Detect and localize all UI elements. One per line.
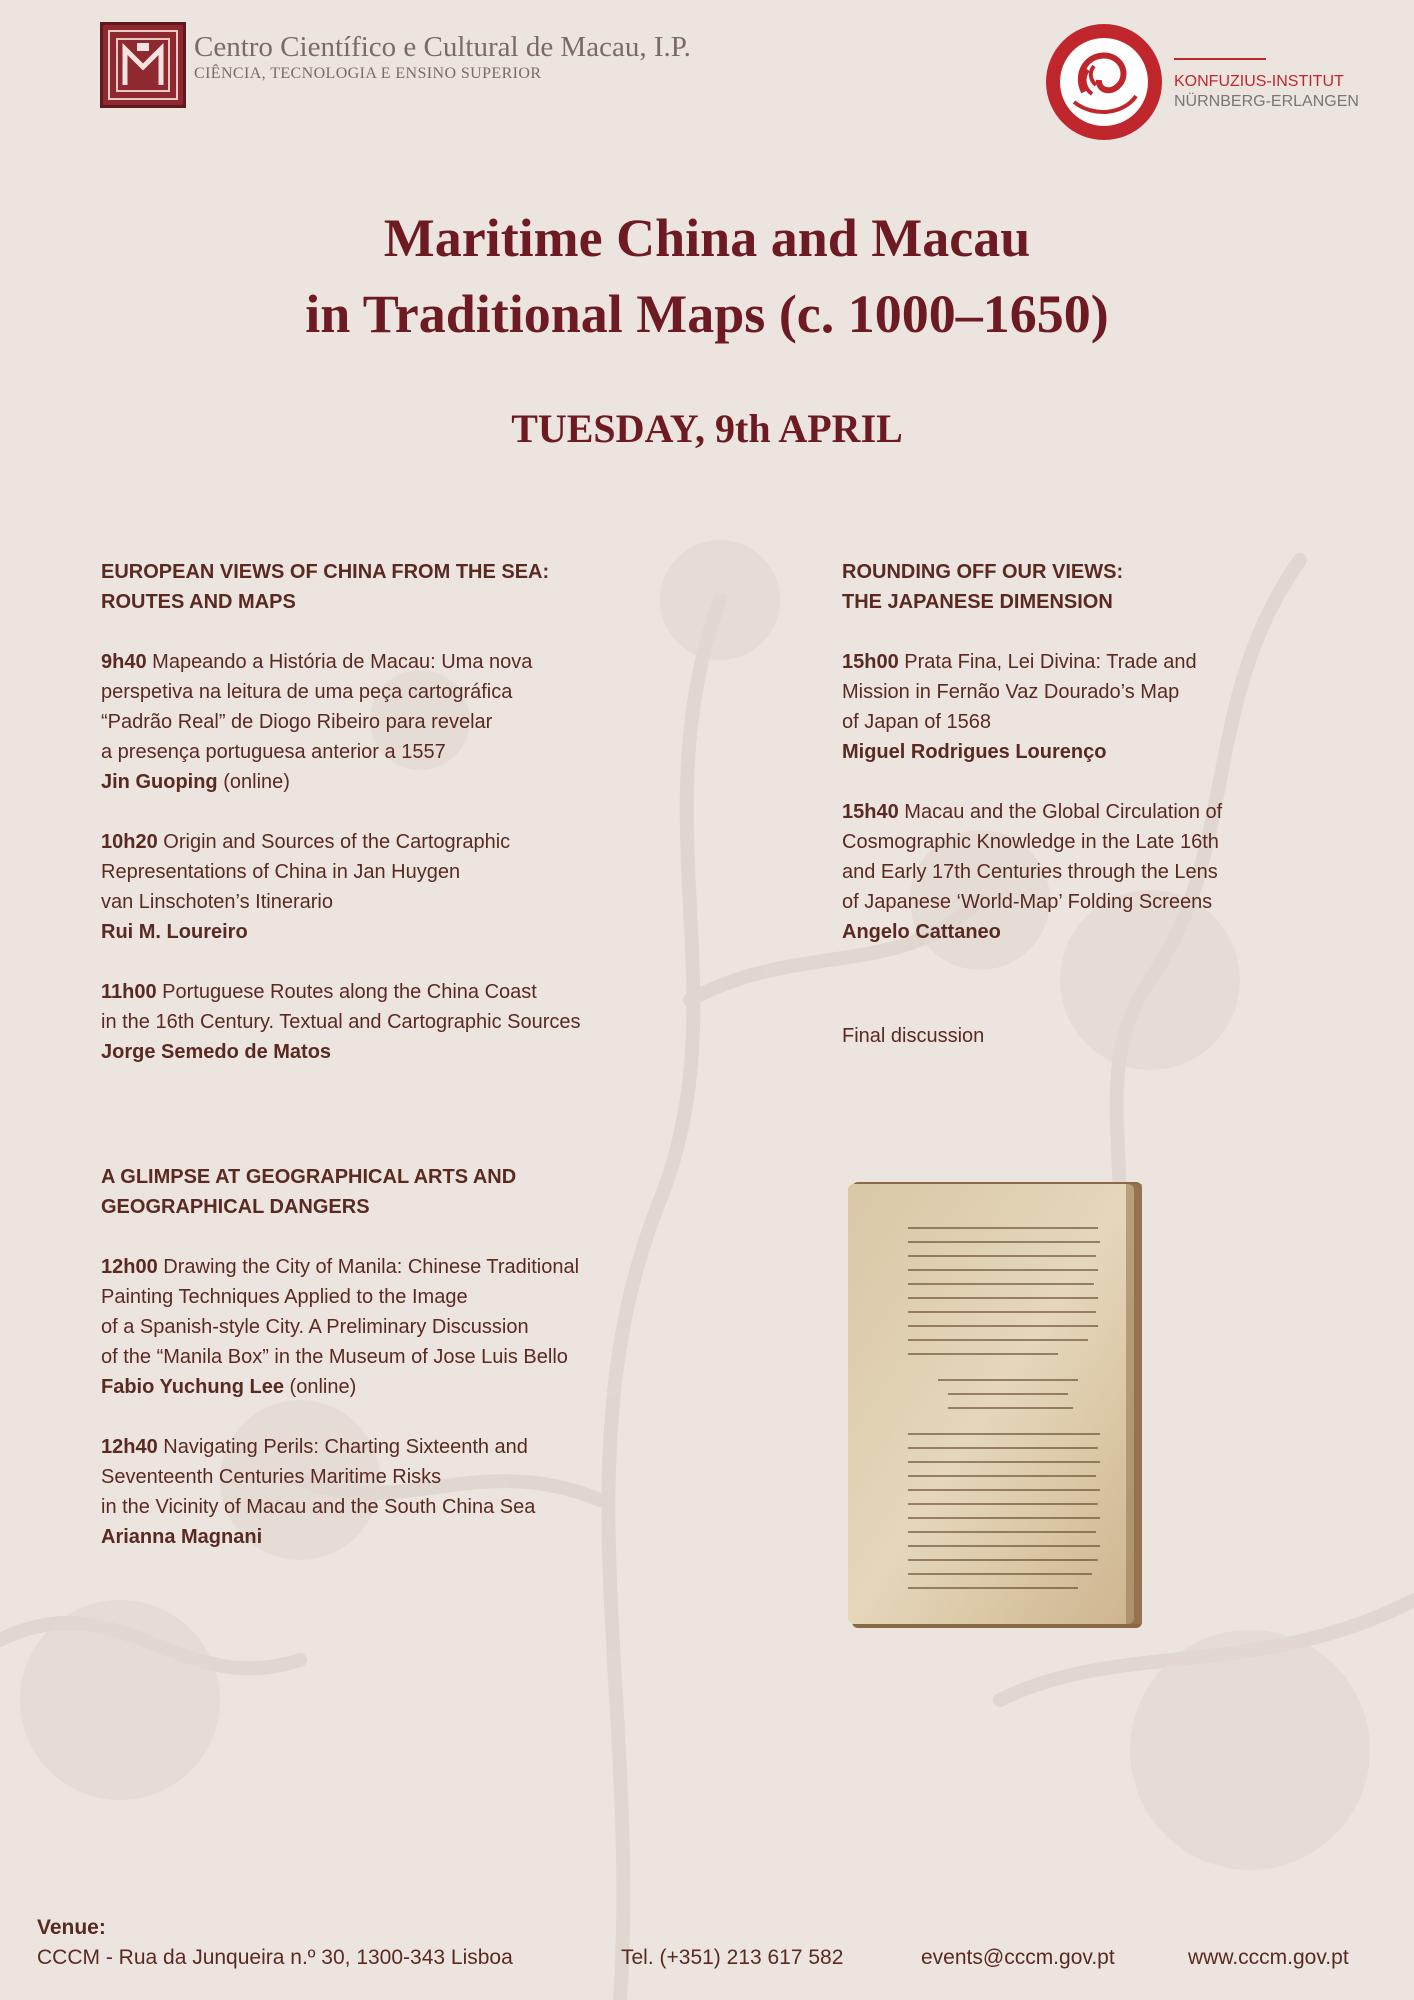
talk-title-line: in the 16th Century. Textual and Cartographic Sources bbox=[101, 1011, 581, 1033]
talk-item bbox=[101, 1432, 661, 1552]
talk-speaker: Jin Guoping bbox=[101, 771, 218, 793]
talk-time: 9h40 bbox=[101, 651, 147, 673]
event-date: TUESDAY, 9th APRIL bbox=[511, 406, 903, 451]
talk-title-line: of the “Manila Box” in the Museum of Jose Luis Bello bbox=[101, 1346, 568, 1368]
talk-time: 12h40 bbox=[101, 1436, 158, 1458]
talk-time: 11h00 bbox=[101, 981, 157, 1003]
session-japanese-dimension bbox=[842, 557, 1322, 1051]
manuscript-image bbox=[848, 1180, 1150, 1630]
session-geographical-arts bbox=[101, 1162, 661, 1552]
talk-title: Prata Fina, Lei Divina: Trade and bbox=[904, 651, 1197, 673]
venue-email[interactable]: events@cccm.gov.pt bbox=[921, 1946, 1115, 1969]
talk-item bbox=[101, 827, 661, 947]
talk-item bbox=[101, 1252, 661, 1402]
talk-time: 15h40 bbox=[842, 801, 899, 823]
talk-time: 12h00 bbox=[101, 1256, 158, 1278]
ccm-name: Centro Científico e Cultural de Macau, I.P. bbox=[194, 31, 691, 63]
page-title bbox=[0, 200, 1414, 352]
talk-title-line: of Japan of 1568 bbox=[842, 711, 992, 733]
talk-title-line: and Early 17th Centuries through the Lens bbox=[842, 861, 1218, 883]
talk-title: Drawing the City of Manila: Chinese Traditional bbox=[163, 1256, 580, 1278]
talk-title: Macau and the Global Circulation of bbox=[904, 801, 1223, 823]
konfuzius-emblem-icon bbox=[1044, 22, 1164, 142]
session-heading: EUROPEAN VIEWS OF CHINA FROM THE SEA: ROUTES AND MAPS bbox=[101, 561, 550, 613]
talk-speaker: Jorge Semedo de Matos bbox=[101, 1041, 332, 1063]
ki-subtitle: NÜRNBERG-ERLANGEN bbox=[1174, 93, 1359, 110]
talk-speaker: Arianna Magnani bbox=[101, 1526, 263, 1548]
talk-speaker: Angelo Cattaneo bbox=[842, 921, 1001, 943]
talk-title: Navigating Perils: Charting Sixteenth and bbox=[163, 1436, 528, 1458]
talk-title-line: Painting Techniques Applied to the Image bbox=[101, 1286, 468, 1308]
ccm-emblem-icon bbox=[100, 22, 186, 108]
talk-title-line: Representations of China in Jan Huygen bbox=[101, 861, 461, 883]
talk-title-line: of Japanese ‘World-Map’ Folding Screens bbox=[842, 891, 1213, 913]
venue-website[interactable]: www.cccm.gov.pt bbox=[1188, 1946, 1349, 1969]
session-heading: ROUNDING OFF OUR VIEWS: THE JAPANESE DIMENSION bbox=[842, 561, 1124, 613]
ccm-subtitle: CIÊNCIA, TECNOLOGIA E ENSINO SUPERIOR bbox=[194, 65, 542, 83]
talk-title-line: a presença portuguesa anterior a 1557 bbox=[101, 741, 446, 763]
title-line-2: in Traditional Maps (c. 1000–1650) bbox=[305, 284, 1109, 344]
talk-title-line: Cosmographic Knowledge in the Late 16th bbox=[842, 831, 1219, 853]
talk-title-line: “Padrão Real” de Diogo Ribeiro para revelar bbox=[101, 711, 493, 733]
title-line-1: Maritime China and Macau bbox=[383, 208, 1031, 268]
talk-item bbox=[101, 977, 661, 1067]
talk-title: Mapeando a História de Macau: Uma nova bbox=[152, 651, 533, 673]
venue-phone[interactable]: Tel. (+351) 213 617 582 bbox=[621, 1946, 844, 1969]
final-discussion: Final discussion bbox=[842, 1025, 985, 1047]
konfuzius-logo bbox=[1044, 22, 1359, 142]
talk-speaker: Rui M. Loureiro bbox=[101, 921, 248, 943]
talk-time: 15h00 bbox=[842, 651, 899, 673]
talk-time: 10h20 bbox=[101, 831, 158, 853]
talk-title-line: van Linschoten’s Itinerario bbox=[101, 891, 333, 913]
ccm-logo bbox=[100, 22, 691, 108]
talk-title-line: in the Vicinity of Macau and the South China Sea bbox=[101, 1496, 536, 1518]
talk-title: Origin and Sources of the Cartographic bbox=[163, 831, 511, 853]
talk-note: (online) bbox=[284, 1376, 357, 1398]
talk-title: Portuguese Routes along the China Coast bbox=[162, 981, 537, 1003]
talk-title-line: perspetiva na leitura de uma peça cartográfica bbox=[101, 681, 513, 703]
talk-note: (online) bbox=[217, 771, 290, 793]
talk-title-line: Mission in Fernão Vaz Dourado’s Map bbox=[842, 681, 1180, 703]
talk-title-line: of a Spanish-style City. A Preliminary Discussion bbox=[101, 1316, 529, 1338]
talk-speaker: Fabio Yuchung Lee bbox=[101, 1376, 284, 1398]
talk-title-line: Seventeenth Centuries Maritime Risks bbox=[101, 1466, 442, 1488]
talk-item bbox=[101, 647, 661, 797]
talk-speaker: Miguel Rodrigues Lourenço bbox=[842, 741, 1107, 763]
session-heading: A GLIMPSE AT GEOGRAPHICAL ARTS AND GEOGRAPHICAL DANGERS bbox=[101, 1166, 517, 1218]
session-european-views bbox=[101, 557, 661, 1067]
venue-label: Venue: bbox=[37, 1916, 106, 1939]
ki-name: KONFUZIUS-INSTITUT bbox=[1174, 73, 1344, 90]
venue-address: CCCM - Rua da Junqueira n.º 30, 1300-343 Lisboa bbox=[37, 1946, 513, 1969]
talk-item bbox=[842, 797, 1322, 947]
talk-item bbox=[842, 647, 1322, 767]
